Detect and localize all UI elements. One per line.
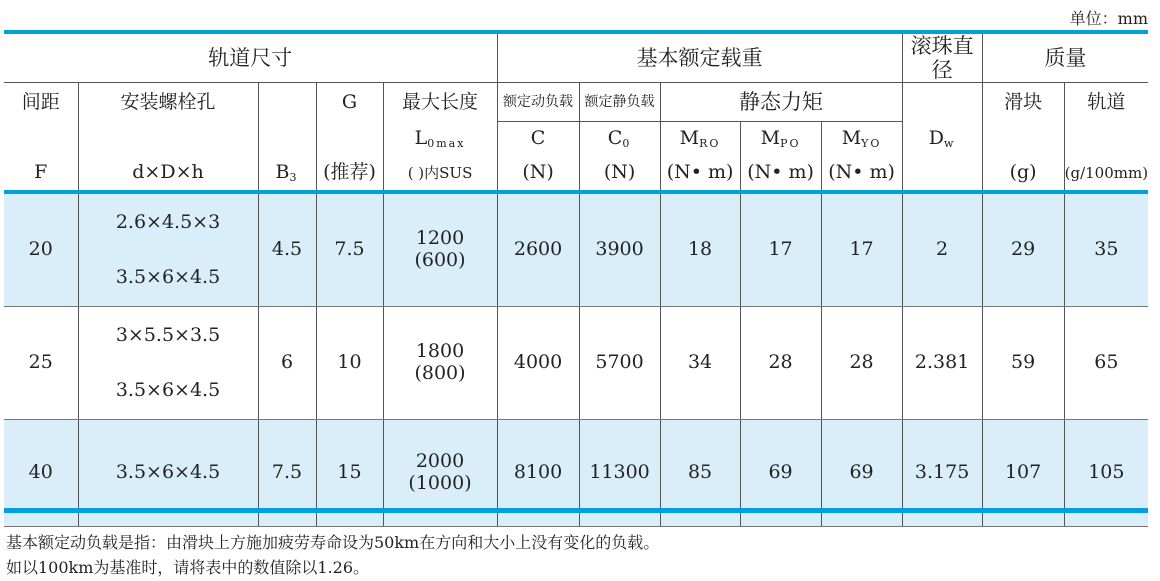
rail-unit: (g/100mm) bbox=[1064, 156, 1148, 192]
c0-cell: 11300 bbox=[579, 420, 660, 527]
c0-unit: (N) bbox=[579, 156, 660, 192]
max-len-cell: 1800 (800) bbox=[383, 307, 497, 420]
slider-header: 滑块 bbox=[982, 83, 1064, 122]
header-row-1 bbox=[4, 34, 1148, 83]
ball-dia-header: 滚珠直径 bbox=[902, 34, 982, 83]
pitch-cell: 20 bbox=[4, 192, 78, 307]
rail-header: 轨道 bbox=[1064, 83, 1148, 122]
mr-unit: (N• m) bbox=[660, 156, 740, 192]
table-row bbox=[4, 307, 1148, 420]
mr-cell: 34 bbox=[660, 307, 740, 420]
slider-mass-cell: 59 bbox=[982, 307, 1064, 420]
basic-load-header: 基本额定载重 bbox=[497, 34, 902, 83]
b3-cell: 6 bbox=[258, 307, 316, 420]
bottom-rule bbox=[4, 508, 1148, 513]
mp-cell: 17 bbox=[740, 192, 821, 307]
c0-cell: 3900 bbox=[579, 192, 660, 307]
my-cell: 69 bbox=[821, 420, 902, 527]
dw-symbol: $D_w$ bbox=[902, 122, 982, 157]
static-load-header: 额定静负载 bbox=[579, 83, 660, 122]
mr-cell: 85 bbox=[660, 420, 740, 527]
slider-mass-cell: 29 bbox=[982, 192, 1064, 307]
slider-mass-cell: 107 bbox=[982, 420, 1064, 527]
my-symbol: $M_{YO}$ bbox=[821, 122, 902, 157]
header-row-2 bbox=[4, 83, 1148, 122]
mount-hole-cell: 2.6×4.5×3 3.5×6×4.5 bbox=[78, 192, 258, 307]
max-len-note: ( )内SUS bbox=[383, 156, 497, 192]
rail-mass-cell: 65 bbox=[1064, 307, 1148, 420]
mp-symbol: $M_{PO}$ bbox=[740, 122, 821, 157]
g-cell: 7.5 bbox=[316, 192, 383, 307]
c-symbol: C bbox=[497, 122, 579, 157]
dw-cell: 2 bbox=[902, 192, 982, 307]
rail-dims-header: 轨道尺寸 bbox=[4, 34, 497, 83]
note-line-1: 基本额定动负载是指：由滑块上方施加疲劳寿命设为50km在方向和大小上没有变化的负载。 bbox=[6, 533, 660, 552]
rail-mass-cell: 35 bbox=[1064, 192, 1148, 307]
pitch-header: 间距 bbox=[21, 90, 60, 113]
my-unit: (N• m) bbox=[821, 156, 902, 192]
mount-hole-cell: 3.5×6×4.5 bbox=[78, 420, 258, 527]
c0-symbol: $C_0$ bbox=[579, 122, 660, 157]
mp-unit: (N• m) bbox=[740, 156, 821, 192]
c-cell: 2600 bbox=[497, 192, 579, 307]
dw-cell: 2.381 bbox=[902, 307, 982, 420]
max-len-header: 最大长度 bbox=[383, 83, 497, 122]
g-note: (推荐) bbox=[316, 156, 383, 192]
c0-cell: 5700 bbox=[579, 307, 660, 420]
g-header: G bbox=[316, 83, 383, 122]
pitch-cell: 40 bbox=[4, 420, 78, 527]
pitch-cell: 25 bbox=[4, 307, 78, 420]
g-cell: 15 bbox=[316, 420, 383, 527]
mp-cell: 69 bbox=[740, 420, 821, 527]
header-row-4 bbox=[4, 156, 1148, 192]
mount-hole-symbol: d×D×h bbox=[78, 156, 258, 192]
static-moment-header: 静态力矩 bbox=[660, 83, 902, 122]
dyn-load-header: 额定动负载 bbox=[497, 83, 579, 122]
max-len-cell: 2000 (1000) bbox=[383, 420, 497, 527]
mount-hole-cell: 3×5.5×3.5 3.5×6×4.5 bbox=[78, 307, 258, 420]
b3-symbol: $B_3$ bbox=[258, 156, 316, 192]
g-cell: 10 bbox=[316, 307, 383, 420]
mount-hole-header: 安装螺栓孔 bbox=[78, 83, 258, 122]
my-cell: 17 bbox=[821, 192, 902, 307]
my-cell: 28 bbox=[821, 307, 902, 420]
pitch-symbol: F bbox=[4, 156, 78, 192]
mp-cell: 28 bbox=[740, 307, 821, 420]
dw-cell: 3.175 bbox=[902, 420, 982, 527]
mass-header: 质量 bbox=[982, 34, 1148, 83]
mr-cell: 18 bbox=[660, 192, 740, 307]
b3-cell: 4.5 bbox=[258, 192, 316, 307]
table-row bbox=[4, 192, 1148, 307]
header-row-3 bbox=[4, 122, 1148, 157]
c-cell: 4000 bbox=[497, 307, 579, 420]
rail-mass-cell: 105 bbox=[1064, 420, 1148, 527]
note-line-2: 如以100km为基准时，请将表中的数值除以1.26。 bbox=[6, 558, 370, 577]
c-unit: (N) bbox=[497, 156, 579, 192]
b3-cell: 7.5 bbox=[258, 420, 316, 527]
slider-unit: (g) bbox=[982, 156, 1064, 192]
spec-table bbox=[4, 34, 1148, 527]
c-cell: 8100 bbox=[497, 420, 579, 527]
unit-label: 单位：mm bbox=[1069, 9, 1148, 28]
max-len-symbol: $L_{0max}$ bbox=[383, 122, 497, 157]
mr-symbol: $M_{RO}$ bbox=[660, 122, 740, 157]
max-len-cell: 1200 (600) bbox=[383, 192, 497, 307]
